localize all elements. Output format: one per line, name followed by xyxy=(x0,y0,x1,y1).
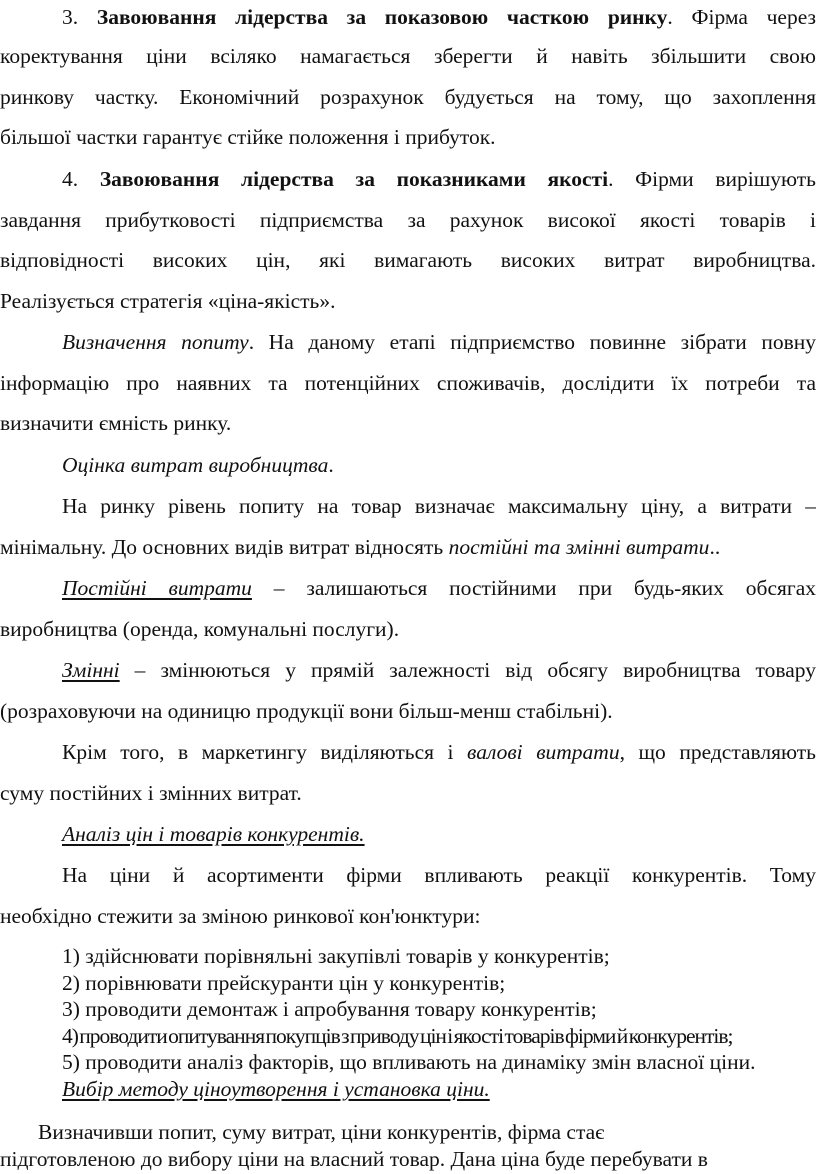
final-line-2: підготовленою до вибору ціни на власний товар. Дана ціна буде перебувати в xyxy=(0,1147,708,1171)
p3-line-1: 3. Завоювання лідерства за показовою часткою ринку. Фірма через xyxy=(62,5,816,29)
p4-line-2: завдання прибутковості підприємства за рахунок високої якості товарів і xyxy=(0,208,816,232)
p4-line-1: 4. Завоювання лідерства за показниками якості. Фірми вирішують xyxy=(62,167,816,191)
list-item-3: 3) проводити демонтаж і апробування товару конкурентів; xyxy=(62,997,597,1021)
demand-line-3: визначити ємність ринку. xyxy=(0,411,232,435)
demand-line-1: Визначення попиту. На даному етапі підприємство повинне зібрати повну xyxy=(62,330,816,354)
p3-line-4: більшої частки гарантує стійке положення і прибуток. xyxy=(0,125,496,149)
p4-title: Завоювання лідерства за показниками якості xyxy=(99,167,609,191)
market-line-2: мінімальну. До основних видів витрат відносять постійні та змінні витрати.. xyxy=(0,535,721,559)
fixed-costs-term: Постійні витрати xyxy=(62,576,252,600)
list-item-2: 2) порівнювати прейскуранти цін у конкурентів; xyxy=(62,971,506,995)
fixed-line-2: виробництва (оренда, комунальні послуги). xyxy=(0,617,400,641)
gross-line-2: суму постійних і змінних витрат. xyxy=(0,781,302,805)
p3-number: 3. xyxy=(62,5,79,29)
p4-number: 4. xyxy=(62,167,79,191)
gross-costs-term: валові витрати xyxy=(467,740,620,764)
gross-line-1: Крім того, в маркетингу виділяються і валові витрати, що представляють xyxy=(62,740,816,764)
demand-line-2: інформацію про наявних та потенційних споживачів, дослідити їх потреби та xyxy=(0,371,816,395)
competitors-heading: Аналіз цін і товарів конкурентів. xyxy=(62,822,365,846)
variable-line-1: Змінні – змінюються у прямій залежності від обсягу виробництва товару xyxy=(62,658,816,682)
list-item-5: 5) проводити аналіз факторів, що впливають на динаміку змін власної ціни. xyxy=(62,1050,756,1074)
list-item-4: 4) проводити опитування покупців з приводу цін і якості товарів фірми й конкурентів; xyxy=(62,1024,733,1048)
p3-title: Завоювання лідерства за показовою часткою ринку xyxy=(96,5,668,29)
demand-title: Визначення попиту xyxy=(62,330,249,354)
competitors-line-2: необхідно стежити за зміною ринкової кон'юнктури: xyxy=(0,904,481,928)
method-heading: Вибір методу ціноутворення і установка ціни. xyxy=(62,1077,490,1101)
p3-line-3: ринкову частку. Економічний розрахунок будується на тому, що захоплення xyxy=(0,85,816,109)
final-line-1: Визначивши попит, суму витрат, ціни конкурентів, фірма стає xyxy=(38,1120,605,1144)
p4-line-3: відповідності високих цін, які вимагають високих витрат виробництва. xyxy=(0,248,816,272)
fixed-variable-costs-term: постійні та змінні витрати xyxy=(448,535,710,559)
p4-line-4: Реалізується стратегія «ціна-якість». xyxy=(0,289,336,313)
market-line-1: На ринку рівень попиту на товар визначає максимальну ціну, а витрати – xyxy=(62,494,816,518)
p3-line-2: коректування ціни всіляко намагається зберегти й навіть збільшити свою xyxy=(0,44,816,68)
list-item-1: 1) здійснювати порівняльні закупівлі товарів у конкурентів; xyxy=(62,944,610,968)
fixed-line-1: Постійні витрати – залишаються постійними при будь-яких обсягах xyxy=(62,576,816,600)
variable-costs-term: Змінні xyxy=(62,658,120,682)
costs-heading: Оцінка витрат виробництва. xyxy=(62,453,334,477)
variable-line-2: (розраховуючи на одиницю продукції вони більш-менш стабільні). xyxy=(0,699,613,723)
competitors-line-1: На ціни й асортименти фірми впливають реакції конкурентів. Тому xyxy=(62,863,816,887)
